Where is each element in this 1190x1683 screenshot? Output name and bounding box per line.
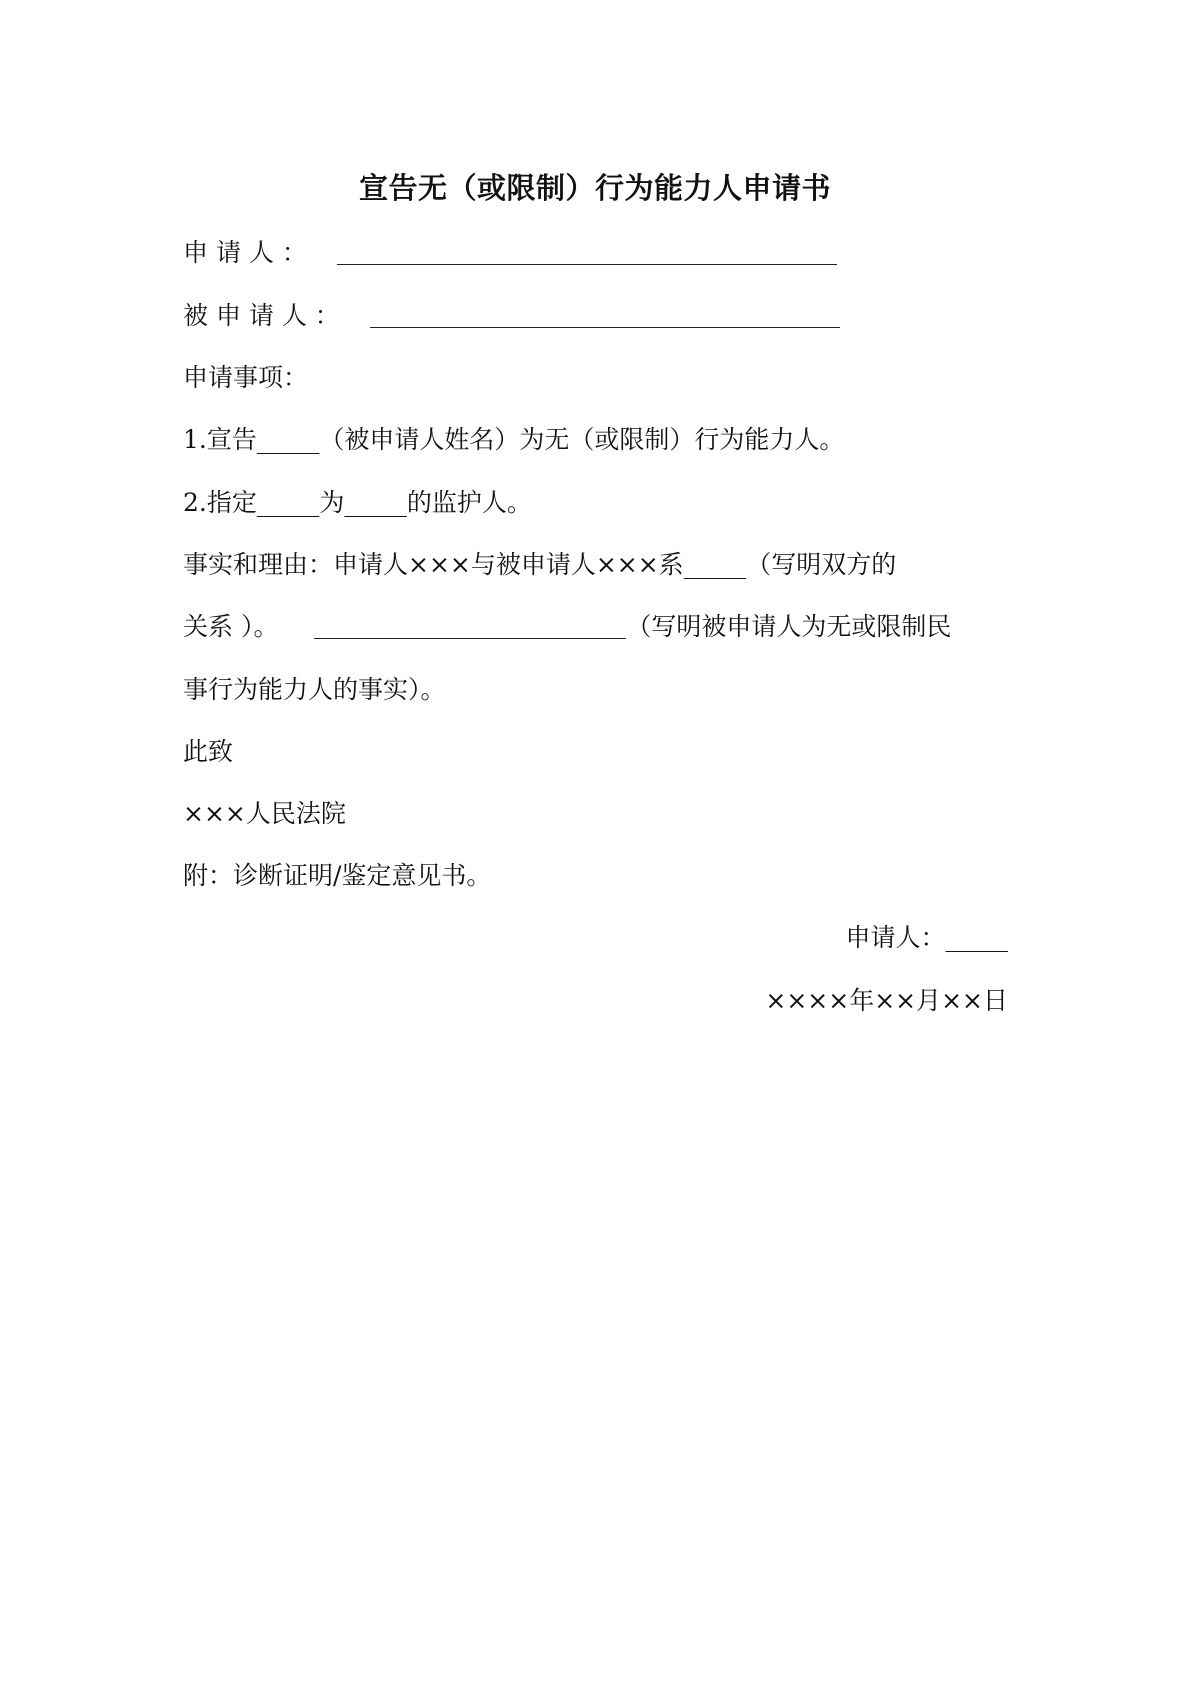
applicant-row xyxy=(183,235,837,271)
facts-line-3: 事行为能力人的事实）。 xyxy=(183,675,446,704)
facts-line-2 xyxy=(183,609,951,645)
document-title: 宣告无（或限制）行为能力人申请书 xyxy=(358,171,831,205)
respondent-blank-line xyxy=(370,301,840,328)
item-2-suffix: 的监护人。 xyxy=(406,488,532,517)
facts-detail-blank-line xyxy=(314,612,626,639)
item-2-middle: 为 xyxy=(319,488,345,517)
respondent-label: 被 申 请 人 ： xyxy=(183,301,340,330)
facts-relation-blank: _____ xyxy=(683,550,747,579)
facts-line-1 xyxy=(183,547,896,583)
item-1 xyxy=(183,422,844,458)
item-2-blank-guardian: _____ xyxy=(256,488,320,517)
signature-label: 申请人： xyxy=(845,923,946,952)
respondent-row xyxy=(183,298,840,334)
date-line: ××××年××月××日 xyxy=(765,986,1008,1015)
facts-line-1-text: 事实和理由：申请人×××与被申请人×××系 xyxy=(183,550,684,579)
attachment-note: 附：诊断证明/鉴定意见书。 xyxy=(183,861,492,890)
applicant-label: 申 请 人 ： xyxy=(183,238,307,267)
item-1-suffix: （被申请人姓名）为无（或限制）行为能力人。 xyxy=(319,425,845,454)
item-1-prefix: 1.宣告 xyxy=(183,425,257,454)
facts-line-2-end: （写明被申请人为无或限制民 xyxy=(626,612,952,641)
signature-blank: _____ xyxy=(945,923,1008,952)
item-2-blank-ward: _____ xyxy=(344,488,407,517)
salutation: 此致 xyxy=(183,737,234,766)
facts-line-1-end: （写明双方的 xyxy=(746,550,897,579)
matters-heading: 申请事项： xyxy=(183,363,309,392)
item-2-prefix: 2.指定 xyxy=(183,488,257,517)
court-name: ×××人民法院 xyxy=(183,799,346,828)
item-2 xyxy=(183,485,532,521)
applicant-blank-line xyxy=(337,238,837,265)
item-1-blank: _____ xyxy=(256,425,320,454)
facts-line-2-start: 关系 ）。 xyxy=(183,612,279,641)
signature-line xyxy=(845,920,1008,956)
